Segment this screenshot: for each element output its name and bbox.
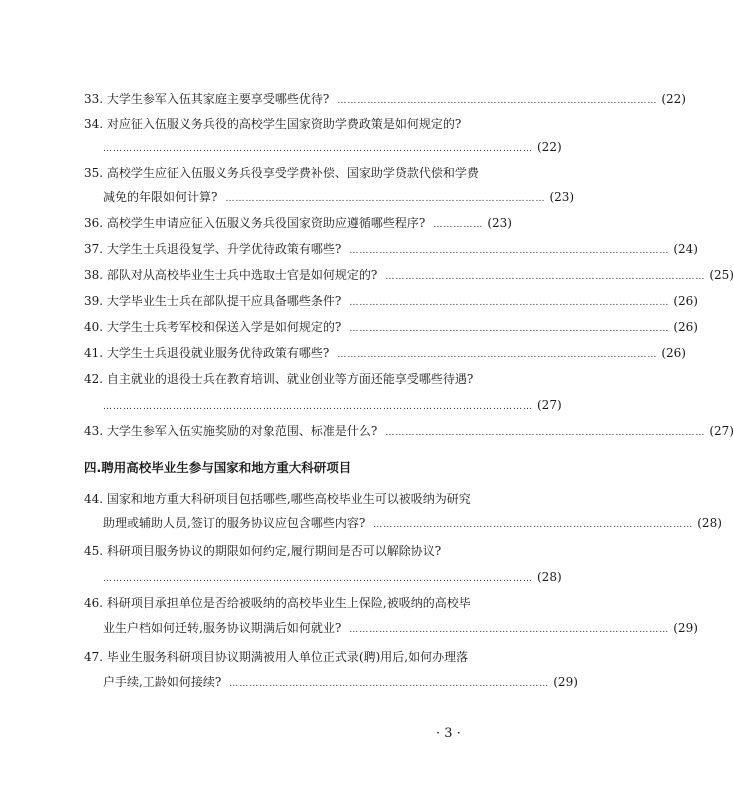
toc-entry-46-cont: 业生户档如何迁转,服务协议期满后如何就业? …………………………………………………………………………………… (29) (103, 621, 698, 635)
toc-entry-36: 36. 高校学生申请应征入伍服义务兵役国家资助应遵循哪些程序? …………… (23) (84, 216, 512, 230)
toc-entry-35: 35. 高校学生应征入伍服义务兵役享受学费补偿、国家助学贷款代偿和学费 (84, 166, 479, 180)
toc-entry-40: 40. 大学生士兵考军校和保送入学是如何规定的? …………………………………………………………………………………… (26) (84, 320, 698, 334)
toc-entry-39: 39. 大学毕业生士兵在部队提干应具备哪些条件? …………………………………………………………………………………… (26) (84, 294, 698, 308)
toc-entry-46: 46. 科研项目承担单位是否给被吸纳的高校毕业生上保险,被吸纳的高校毕 (84, 596, 471, 610)
toc-entry-41: 41. 大学生士兵退役就业服务优待政策有哪些? …………………………………………………………………………………… (26) (84, 346, 686, 360)
toc-entry-34: 34. 对应征入伍服义务兵役的高校学生国家资助学费政策是如何规定的? (84, 117, 462, 131)
toc-entry-34-leader: ………………………………………………………………………………………………………………… (22) (103, 140, 562, 154)
page-number: · 3 · (436, 726, 461, 741)
toc-entry-42: 42. 自主就业的退役士兵在教育培训、就业创业等方面还能享受哪些待遇? (84, 372, 474, 386)
toc-entry-47-cont: 户手续,工龄如何接续? …………………………………………………………………………………… (29) (103, 675, 578, 689)
toc-entry-45: 45. 科研项目服务协议的期限如何约定,履行期间是否可以解除协议? (84, 544, 442, 558)
toc-entry-33: 33. 大学生参军入伍其家庭主要享受哪些优待? …………………………………………………………………………………… (22) (84, 92, 686, 106)
toc-entry-37: 37. 大学生士兵退役复学、升学优待政策有哪些? …………………………………………………………………………………… (24) (84, 242, 698, 256)
toc-entry-47: 47. 毕业生服务科研项目协议期满被用人单位正式录(聘)用后,如何办理落 (84, 650, 469, 664)
toc-entry-35-cont: 减免的年限如何计算? …………………………………………………………………………………… (23) (103, 190, 575, 204)
toc-entry-44: 44. 国家和地方重大科研项目包括哪些,哪些高校毕业生可以被吸纳为研究 (84, 492, 471, 506)
toc-entry-42-leader: ………………………………………………………………………………………………………………… (27) (103, 398, 562, 412)
toc-entry-38: 38. 部队对从高校毕业生士兵中选取士官是如何规定的? …………………………………………………………………………………… (25) (84, 268, 734, 282)
toc-entry-45-leader: ………………………………………………………………………………………………………………… (28) (103, 570, 562, 584)
toc-entry-44-cont: 助理或辅助人员,签订的服务协议应包含哪些内容? …………………………………………………………………………………… (28) (103, 516, 722, 530)
section-heading: 四.聘用高校毕业生参与国家和地方重大科研项目 (84, 460, 352, 475)
toc-entry-43: 43. 大学生参军入伍实施奖励的对象范围、标准是什么? …………………………………………………………………………………… (27) (84, 424, 734, 438)
